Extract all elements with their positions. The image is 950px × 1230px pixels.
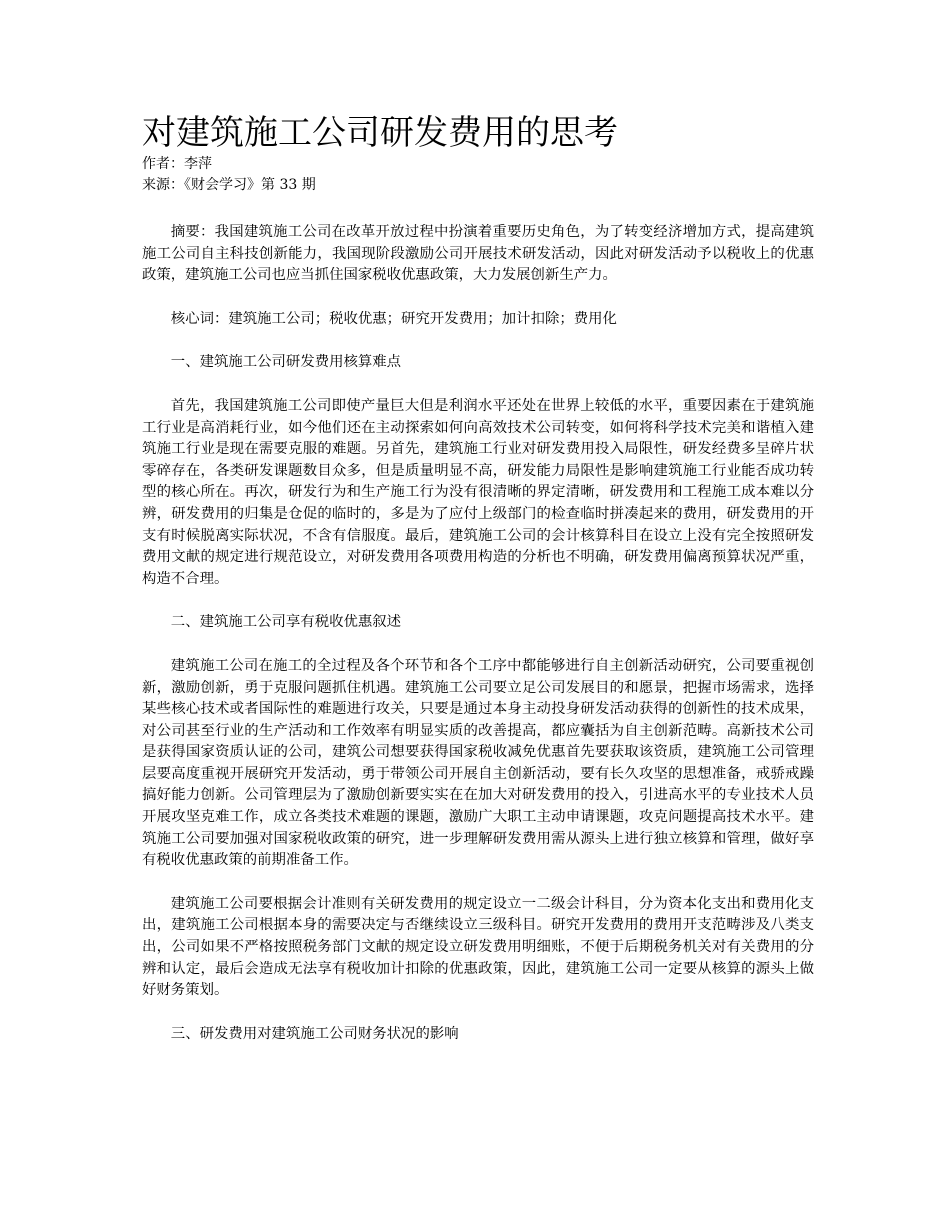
source-label: 来源：	[142, 177, 184, 193]
author-label: 作者：	[142, 156, 184, 172]
source-line	[142, 175, 814, 196]
document-page	[142, 112, 814, 1045]
keywords-paragraph: 核心词：建筑施工公司；税收优惠；研究开发费用；加计扣除；费用化	[170, 310, 617, 327]
author-line	[142, 154, 814, 175]
section1-paragraph-1: 首先，我国建筑施工公司即使产量巨大但是利润水平还处在世界上较低的水平，重要因素在于建筑施工行业是高消耗行业，如今他们还在主动探索如何向高效技术公司转变，如何将科学技术完美和谐植入建筑施工行业是现在需要克服的难题。另首先，建筑施工行业对研发费用投入局限性，研发经费多呈碎片状零碎存在，各类研发课题数目众多，但是质量明显不高，研发能力局限性是影响建筑施工行业能否成功转型的核心所在。再次，研发行为和生产施工行为没有很清晰的界定清晰，研发费用和工程施工成本难以分辨，研发费用的归集是仓促的临时的，多是为了应付上级部门的检查临时拼凑起来的费用，研发费用的开支有时候脱离实际状况，不含有信服度。最后，建筑施工公司的会计核算科目在设立上没有完全按照研发费用文献的规定进行规范设立，对研发费用各项费用构造的分析也不明确，研发费用偏离预算状况严重，构造不合理。	[142, 397, 814, 587]
article-meta	[142, 154, 814, 196]
abstract-paragraph: 摘要：我国建筑施工公司在改革开放过程中扮演着重要历史角色，为了转变经济增加方式，提高建筑施工公司自主科技创新能力，我国现阶段激励公司开展技术研发活动，因此对研发活动予以税收上的优惠政策，建筑施工公司也应当抓住国家税收优惠政策，大力发展创新生产力。	[142, 224, 814, 284]
page-title: 对建筑施工公司研发费用的思考	[142, 113, 618, 153]
section-heading-1: 一、建筑施工公司研发费用核算难点	[170, 354, 402, 371]
section2-paragraph-1: 建筑施工公司在施工的全过程及各个环节和各个工序中都能够进行自主创新活动研究，公司要重视创新，激励创新，勇于克服问题抓住机遇。建筑施工公司要立足公司发展目的和愿景，把握市场需求，选择某些核心技术或者国际性的难题进行攻关，只要是通过本身主动投身研发活动获得的创新性的技术成果，对公司甚至行业的生产活动和工作效率有明显实质的改善提高，都应囊括为自主创新范畴。高新技术公司是获得国家资质认证的公司，建筑公司想要获得国家税收减免优惠首先要获取该资质，建筑施工公司管理层要高度重视开展研究开发活动，勇于带领公司开展自主创新活动，要有长久攻坚的思想准备，戒骄戒躁搞好能力创新。公司管理层为了激励创新要实实在在加大对研发费用的投入，引进高水平的专业技术人员开展攻坚克难工作，成立各类技术难题的课题，激励广大职工主动申请课题，攻克问题提高技术水平。建筑施工公司要加强对国家税收政策的研究，进一步理解研发费用需从源头上进行独立核算和管理，做好享有税收优惠政策的前期准备工作。	[142, 657, 814, 869]
author-name: 李萍	[184, 156, 212, 172]
source-name: 《财会学习》第 33 期	[184, 177, 316, 193]
section-heading-3: 三、研发费用对建筑施工公司财务状况的影响	[170, 1025, 459, 1042]
section2-paragraph-2: 建筑施工公司要根据会计准则有关研发费用的规定设立一二级会计科目，分为资本化支出和费用化支出，建筑施工公司根据本身的需要决定与否继续设立三级科目。研究开发费用的费用开支范畴涉及八类支出，公司如果不严格按照税务部门文献的规定设立研发费用明细账，不便于后期税务机关对有关费用的分辨和认定，最后会造成无法享有税收加计扣除的优惠政策，因此，建筑施工公司一定要从核算的源头上做好财务策划。	[142, 895, 814, 999]
section-heading-2: 二、建筑施工公司享有税收优惠叙述	[170, 614, 402, 631]
